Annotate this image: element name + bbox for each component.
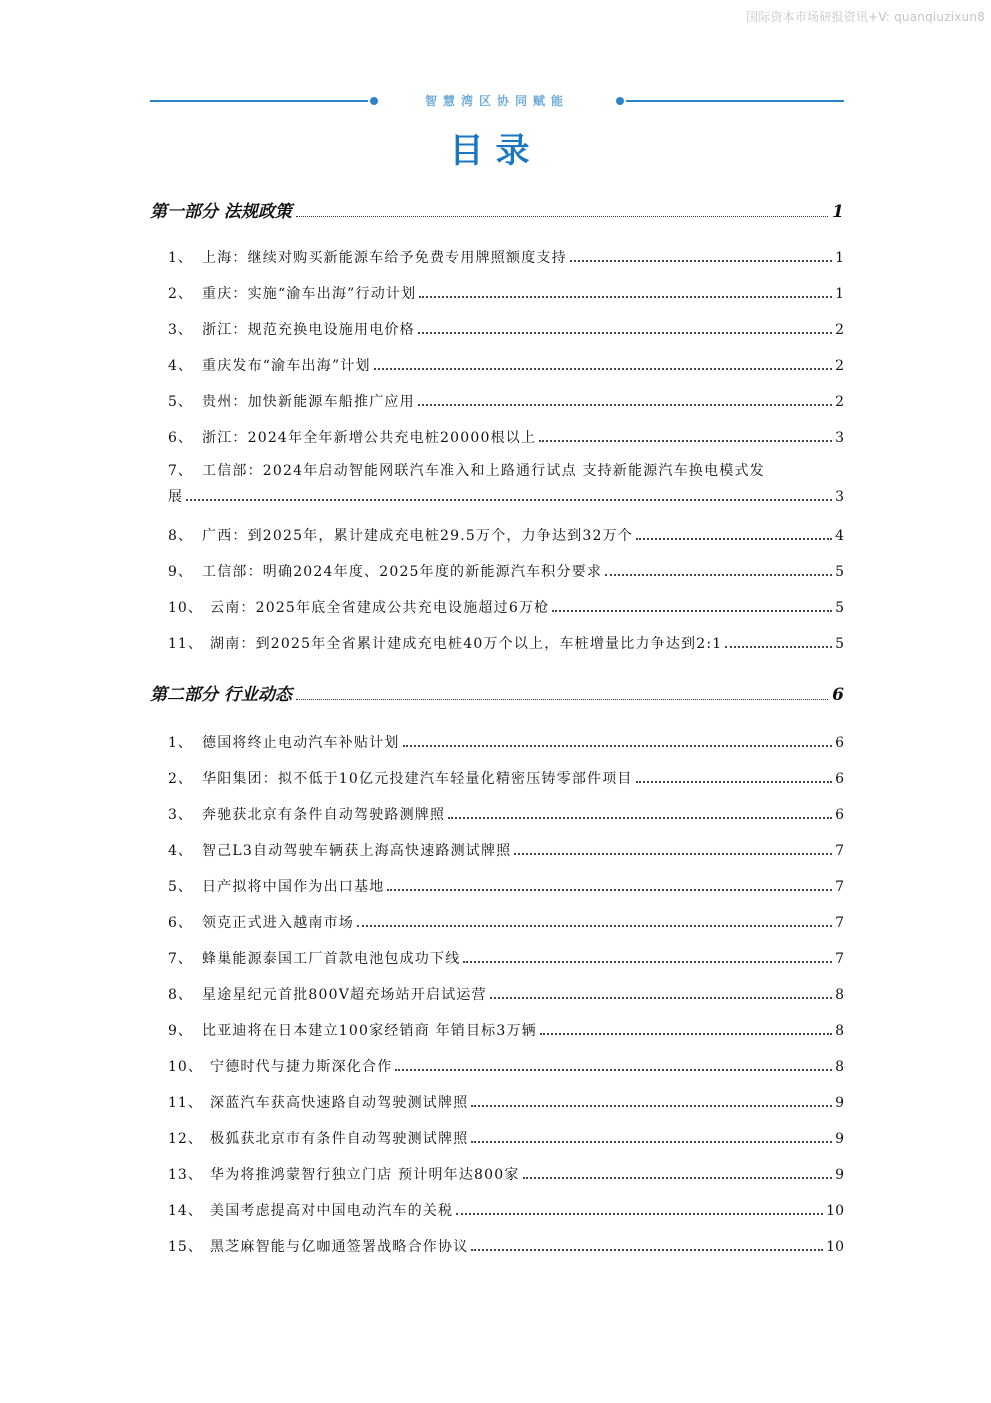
dot-leader [636, 529, 832, 540]
entry-text: 云南：2025年底全省建成公共充电设施超过6万枪 [210, 600, 550, 616]
entry-page: 6 [835, 735, 844, 751]
toc-entry[interactable] [168, 460, 844, 508]
toc-entry[interactable] [168, 1020, 844, 1042]
entry-number: 4、 [168, 358, 193, 374]
toc-entry[interactable] [168, 283, 844, 305]
section-title: 第一部分 法规政策 [150, 202, 292, 222]
entry-number: 9、 [168, 564, 193, 580]
toc-section-1[interactable] [150, 197, 844, 221]
entry-page: 2 [835, 322, 844, 338]
entry-text: 浙江：2024年全年新增公共充电桩20000根以上 [202, 430, 537, 446]
entry-text: 比亚迪将在日本建立100家经销商 年销目标3万辆 [202, 1023, 537, 1039]
dot-leader [357, 916, 832, 927]
entry-text: 华阳集团：拟不低于10亿元投建汽车轻量化精密压铸零部件项目 [202, 771, 633, 787]
entry-number: 1、 [168, 250, 193, 266]
entry-page: 7 [835, 951, 844, 967]
entry-text: 贵州：加快新能源车船推广应用 [202, 394, 415, 410]
entry-page: 9 [835, 1095, 844, 1111]
header-banner [150, 91, 844, 111]
dot-leader [387, 880, 832, 891]
dot-leader [456, 1204, 823, 1215]
dot-leader [471, 1240, 823, 1251]
entry-number: 3、 [168, 322, 193, 338]
toc-entry[interactable] [168, 525, 844, 547]
toc-entry[interactable] [168, 597, 844, 619]
entry-text: 领克正式进入越南市场 [202, 915, 354, 931]
dot-leader [418, 323, 832, 334]
entry-page: 4 [835, 528, 844, 544]
entry-text: 华为将推鸿蒙智行独立门店 预计明年达800家 [210, 1167, 520, 1183]
dot-leader [296, 686, 828, 700]
banner-dot-right [616, 97, 624, 105]
toc-entry[interactable] [168, 948, 844, 970]
entry-text: 浙江：规范充换电设施用电价格 [202, 322, 415, 338]
entry-number: 8、 [168, 528, 193, 544]
entry-text: 上海：继续对购买新能源车给予免费专用牌照额度支持 [202, 250, 567, 266]
entry-page: 5 [835, 564, 844, 580]
entry-number: 5、 [168, 394, 193, 410]
dot-leader [186, 490, 832, 501]
entry-number: 15、 [168, 1239, 203, 1255]
entry-number: 13、 [168, 1167, 203, 1183]
entry-text-continued: 展 [168, 489, 184, 505]
entry-page: 10 [826, 1239, 844, 1255]
entry-text: 星途星纪元首批800V超充场站开启试运营 [202, 987, 487, 1003]
entry-page: 5 [835, 636, 844, 652]
entry-number: 8、 [168, 987, 193, 1003]
toc-entry[interactable] [168, 768, 844, 790]
toc-entry[interactable] [168, 1056, 844, 1078]
dot-leader [514, 844, 832, 855]
entry-number: 1、 [168, 735, 193, 751]
toc-entry[interactable] [168, 319, 844, 341]
dot-leader [605, 565, 832, 576]
entry-page: 2 [835, 394, 844, 410]
entry-page: 3 [835, 430, 844, 446]
dot-leader [296, 203, 828, 217]
entry-text: 美国考虑提高对中国电动汽车的关税 [210, 1203, 454, 1219]
entry-page: 7 [835, 879, 844, 895]
toc-entry[interactable] [168, 876, 844, 898]
toc-entry[interactable] [168, 912, 844, 934]
toc-entry[interactable] [168, 1128, 844, 1150]
banner-text: 智慧湾区协同赋能 [424, 94, 569, 108]
dot-leader [463, 952, 832, 963]
entry-text: 工信部：2024年启动智能网联汽车准入和上路通行试点 支持新能源汽车换电模式发 [202, 463, 765, 479]
entry-number: 3、 [168, 807, 193, 823]
entry-page: 9 [835, 1131, 844, 1147]
toc-entry[interactable] [168, 427, 844, 449]
entry-text: 极狐获北京市有条件自动驾驶测试牌照 [210, 1131, 469, 1147]
entry-text: 日产拟将中国作为出口基地 [202, 879, 385, 895]
dot-leader [395, 1060, 832, 1071]
dot-leader [471, 1096, 832, 1107]
toc-entry[interactable] [168, 247, 844, 269]
dot-leader [552, 601, 832, 612]
dot-leader [419, 287, 832, 298]
entry-text: 蜂巢能源泰国工厂首款电池包成功下线 [202, 951, 461, 967]
entry-text: 智己L3自动驾驶车辆获上海高快速路测试牌照 [202, 843, 512, 859]
entry-page: 7 [835, 843, 844, 859]
entry-number: 10、 [168, 600, 203, 616]
dot-leader [490, 988, 832, 999]
dot-leader [570, 251, 832, 262]
section-page: 1 [832, 202, 844, 222]
toc-entry[interactable] [168, 633, 844, 655]
entry-page: 9 [835, 1167, 844, 1183]
entry-text: 工信部：明确2024年度、2025年度的新能源汽车积分要求 [202, 564, 603, 580]
toc-section-2[interactable] [150, 680, 844, 704]
entry-number: 4、 [168, 843, 193, 859]
entry-number: 2、 [168, 286, 193, 302]
dot-leader [725, 637, 832, 648]
entry-number: 12、 [168, 1131, 203, 1147]
entry-text: 德国将终止电动汽车补贴计划 [202, 735, 400, 751]
toc-entry[interactable] [168, 561, 844, 583]
entry-number: 11、 [168, 1095, 203, 1111]
entry-page: 8 [835, 1059, 844, 1075]
entry-page: 7 [835, 915, 844, 931]
entry-page: 1 [835, 286, 844, 302]
toc-entry[interactable] [168, 984, 844, 1006]
toc-entry[interactable] [168, 732, 844, 754]
entry-page: 6 [835, 807, 844, 823]
watermark: 国际资本市场研报资讯+V: quanqiuzixun8 [746, 10, 985, 24]
toc-entry[interactable] [168, 1164, 844, 1186]
entry-page: 8 [835, 1023, 844, 1039]
toc-entry[interactable] [168, 355, 844, 377]
entry-number: 6、 [168, 430, 193, 446]
entry-page: 10 [826, 1203, 844, 1219]
entry-number: 7、 [168, 463, 193, 479]
entry-page: 5 [835, 600, 844, 616]
entry-number: 11、 [168, 636, 203, 652]
entry-number: 5、 [168, 879, 193, 895]
entry-page: 1 [835, 250, 844, 266]
dot-leader [471, 1132, 832, 1143]
entry-text: 湖南：到2025年全省累计建成充电桩40万个以上，车桩增量比力争达到2:1 [210, 636, 723, 652]
dot-leader [448, 808, 832, 819]
toc-entry[interactable] [168, 391, 844, 413]
entry-text: 重庆发布“渝车出海”计划 [202, 358, 371, 374]
entry-page: 8 [835, 987, 844, 1003]
section-page: 6 [832, 685, 844, 705]
entry-number: 2、 [168, 771, 193, 787]
entry-number: 9、 [168, 1023, 193, 1039]
dot-leader [374, 359, 832, 370]
section-title: 第二部分 行业动态 [150, 685, 292, 705]
entry-text: 重庆：实施“渝车出海”行动计划 [202, 286, 417, 302]
entry-text: 宁德时代与捷力斯深化合作 [210, 1059, 393, 1075]
entry-page: 2 [835, 358, 844, 374]
banner-line-left [150, 100, 368, 102]
entry-page: 3 [835, 489, 844, 505]
entry-text: 深蓝汽车获高快速路自动驾驶测试牌照 [210, 1095, 469, 1111]
dot-leader [540, 1024, 832, 1035]
dot-leader [523, 1168, 833, 1179]
dot-leader [539, 431, 832, 442]
toc-title: 目录 [449, 131, 542, 171]
entry-page: 6 [835, 771, 844, 787]
toc-entry[interactable] [168, 840, 844, 862]
toc-entry[interactable] [168, 804, 844, 826]
banner-dot-left [370, 97, 378, 105]
dot-leader [636, 772, 832, 783]
entry-number: 7、 [168, 951, 193, 967]
banner-line-right [626, 100, 844, 102]
toc-entry[interactable] [168, 1092, 844, 1114]
entry-number: 6、 [168, 915, 193, 931]
dot-leader [403, 736, 832, 747]
entry-number: 14、 [168, 1203, 203, 1219]
toc-entry[interactable] [168, 1200, 844, 1222]
entry-text: 广西：到2025年，累计建成充电桩29.5万个，力争达到32万个 [202, 528, 634, 544]
toc-entry[interactable] [168, 1236, 844, 1258]
entry-number: 10、 [168, 1059, 203, 1075]
entry-text: 黑芝麻智能与亿咖通签署战略合作协议 [210, 1239, 469, 1255]
entry-text: 奔驰获北京有条件自动驾驶路测牌照 [202, 807, 446, 823]
dot-leader [418, 395, 832, 406]
